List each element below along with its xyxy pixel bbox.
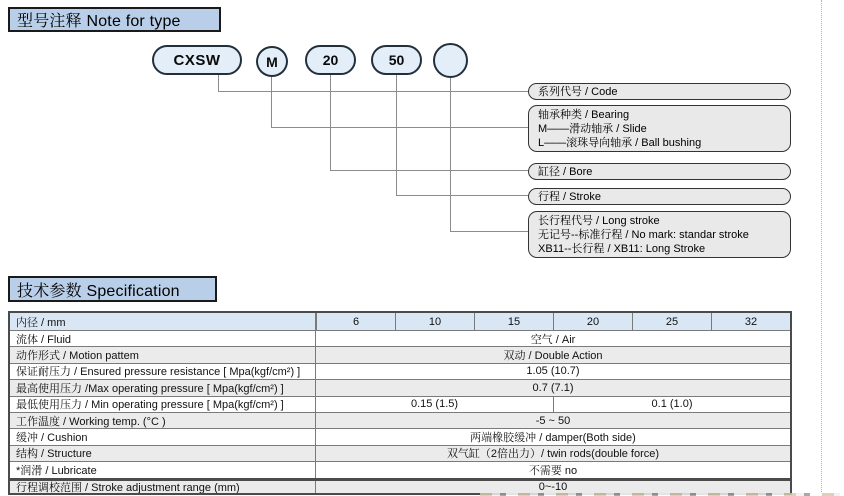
model-segment-series: CXSW (152, 45, 242, 75)
spec-cell: 不需要 no (528, 464, 578, 477)
spec-header-column: 25 (632, 313, 711, 330)
callout-line: M——滑动轴承 / Slide (538, 123, 647, 135)
connector-line (396, 195, 528, 196)
callout-stroke (528, 188, 791, 205)
callout-line: L——滚珠导向轴承 / Ball bushing (538, 137, 702, 149)
model-segment-bore: 20 (305, 45, 356, 75)
connector-line (396, 75, 397, 196)
spec-row (10, 346, 790, 362)
spec-header-column: 32 (711, 313, 790, 330)
spec-header-column: 6 (316, 313, 395, 330)
spec-header-row (10, 313, 790, 330)
spec-cell: 0.7 (7.1) (532, 381, 574, 394)
spec-row-label: 最低使用压力 / Min operating pressure [ Mpa(kgf/cm²) ] (10, 397, 316, 412)
spec-row (10, 445, 790, 461)
spec-row (10, 428, 790, 444)
page-margin-guide (821, 0, 822, 496)
spec-header-label: 内径 / mm (10, 313, 316, 330)
spec-row-label: 动作形式 / Motion pattem (10, 347, 316, 362)
spec-row-label: 最高使用压力 /Max operating pressure [ Mpa(kgf/cm²) ] (10, 380, 316, 395)
connector-line (450, 231, 528, 232)
spec-row-label: 流体 / Fluid (10, 331, 316, 346)
section-title-note-for-type: 型号注释 Note for type (8, 7, 221, 32)
spec-cell: -5 ~ 50 (535, 414, 571, 427)
callout-line: 系列代号 / Code (538, 86, 618, 98)
section-title-specification: 技术参数 Specification (8, 276, 217, 302)
spec-row (10, 363, 790, 379)
model-segment-bearing: M (256, 46, 288, 77)
spec-cell: 双动 / Double Action (503, 350, 603, 363)
spec-row-label: 行程调校范围 / Stroke adjustment range (mm) (10, 481, 316, 493)
spec-row (10, 412, 790, 428)
connector-line (271, 127, 528, 128)
spec-row (10, 330, 790, 346)
spec-cell: 空气 / Air (530, 333, 576, 346)
connector-line (218, 75, 219, 92)
spec-cell: 0.1 (1.0) (553, 397, 790, 412)
callout-line: XB11--长行程 / XB11: Long Stroke (538, 243, 706, 255)
connector-line (218, 91, 528, 92)
connector-line (330, 170, 528, 171)
spec-cell: 0~-10 (538, 481, 568, 493)
spec-cell: 双气缸（2倍出力）/ twin rods(double force) (446, 448, 660, 461)
spec-row-label: 保证耐压力 / Ensured pressure resistance [ Mpa(kgf/cm²) ] (10, 364, 316, 379)
callout-line: 无记号--标准行程 / No mark: standar stroke (538, 229, 749, 241)
spec-table (8, 311, 792, 480)
connector-line (330, 75, 331, 171)
spec-row (10, 379, 790, 395)
callout-bore (528, 163, 791, 180)
spec-cell: 0.15 (1.5) (410, 398, 459, 411)
callout-line: 轴承种类 / Bearing (538, 109, 630, 121)
spec-header-column: 15 (474, 313, 553, 330)
spec-row (10, 396, 790, 412)
connector-line (450, 78, 451, 232)
callout-bearing (528, 105, 791, 152)
callout-line: 长行程代号 / Long stroke (538, 215, 660, 227)
spec-cell: 两端橡胶缓冲 / damper(Both side) (470, 432, 636, 445)
callout-code (528, 83, 791, 100)
spec-header-column: 10 (395, 313, 474, 330)
spec-row-label: 工作温度 / Working temp. (°C ) (10, 413, 316, 428)
model-segment-long-stroke-blank (433, 43, 468, 78)
spec-header-column: 20 (553, 313, 632, 330)
spec-row (10, 461, 790, 477)
callout-long-stroke (528, 211, 791, 258)
callout-line: 缸径 / Bore (538, 166, 593, 178)
connector-line (271, 77, 272, 128)
spec-row-label: 结构 / Structure (10, 446, 316, 461)
callout-line: 行程 / Stroke (538, 191, 601, 203)
spec-row-label: 缓冲 / Cushion (10, 429, 316, 444)
model-segment-stroke: 50 (371, 45, 422, 75)
spec-row-label: *润滑 / Lubricate (10, 462, 316, 477)
spec-cell: 1.05 (10.7) (526, 365, 580, 378)
